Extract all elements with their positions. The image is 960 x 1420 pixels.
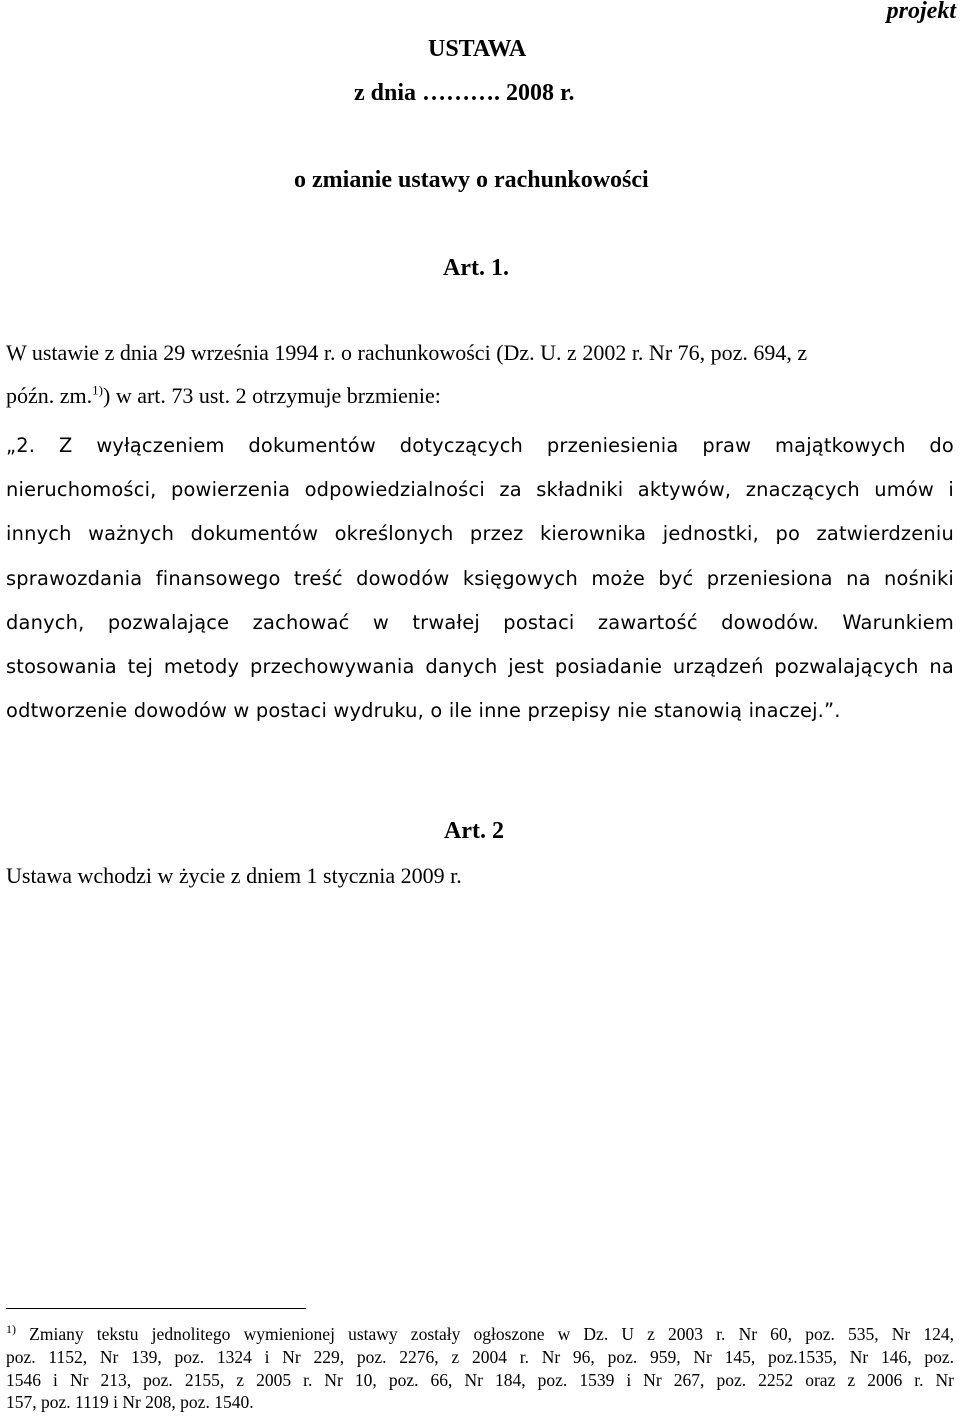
provision-line: innych ważnych dokumentów określonych przez kierownika jednostki, po zatwierdzeniu [6,522,954,546]
article-2-heading: Art. 2 [444,818,504,844]
document-date: z dnia ………. 2008 r. [354,80,575,106]
footnote-reference[interactable]: 1) [92,382,103,398]
provision-line: „2. Z wyłączeniem dokumentów dotyczących przeniesienia praw majątkowych do [6,434,954,457]
document-title: USTAWA [428,36,527,62]
amended-provision [6,424,954,733]
footnote-mark: 1) [6,1322,16,1337]
footnote-line: 1546 i Nr 213, poz. 2155, z 2005 r. Nr 10, poz. 66, Nr 184, poz. 1539 i Nr 267, poz. 2252 oraz z 2006 r. Nr [6,1369,954,1390]
footnote [6,1323,954,1414]
provision-line: danych, pozwalające zachować w trwałej postaci zawartość dowodów. Warunkiem [6,610,954,634]
article-1-heading: Art. 1. [443,255,509,281]
projekt-label: projekt [886,0,956,24]
provision-line: nieruchomości, powierzenia odpowiedzialności za składniki aktywów, znaczących umów i [6,478,954,502]
article-1-intro-line-2 [6,383,441,409]
document-subject: o zmianie ustawy o rachunkowości [294,167,649,193]
provision-line: stosowania tej metody przechowywania danych jest posiadanie urządzeń pozwalających na [6,654,954,678]
footnote-text: Zmiany tekstu jednolitego wymienionej ustawy zostały ogłoszone w Dz. U z 2003 r. Nr 60, poz. 535, Nr 124, [29,1324,955,1344]
article-2-text: Ustawa wchodzi w życie z dniem 1 stycznia 2009 r. [6,863,462,888]
footnote-line: 157, poz. 1119 i Nr 208, poz. 1540. [6,1392,254,1413]
footnote-line: poz. 1152, Nr 139, poz. 1324 i Nr 229, poz. 2276, z 2004 r. Nr 96, poz. 959, Nr 145, poz.1535, Nr 146, poz. [6,1346,954,1367]
footnote-line-1 [6,1323,954,1346]
provision-line: odtworzenie dowodów w postaci wydruku, o ile inne przepisy nie stanowią inaczej.”. [6,699,841,723]
footnote-separator [6,1308,306,1309]
intro-text-a: późn. zm. [6,383,93,408]
provision-line: sprawozdania finansowego treść dowodów księgowych może być przeniesiona na nośniki [6,566,954,590]
article-1-intro-line-1: W ustawie z dnia 29 września 1994 r. o rachunkowości (Dz. U. z 2002 r. Nr 76, poz. 694, z [6,340,808,365]
intro-text-b: ) w art. 73 ust. 2 otrzymuje brzmienie: [103,383,441,408]
